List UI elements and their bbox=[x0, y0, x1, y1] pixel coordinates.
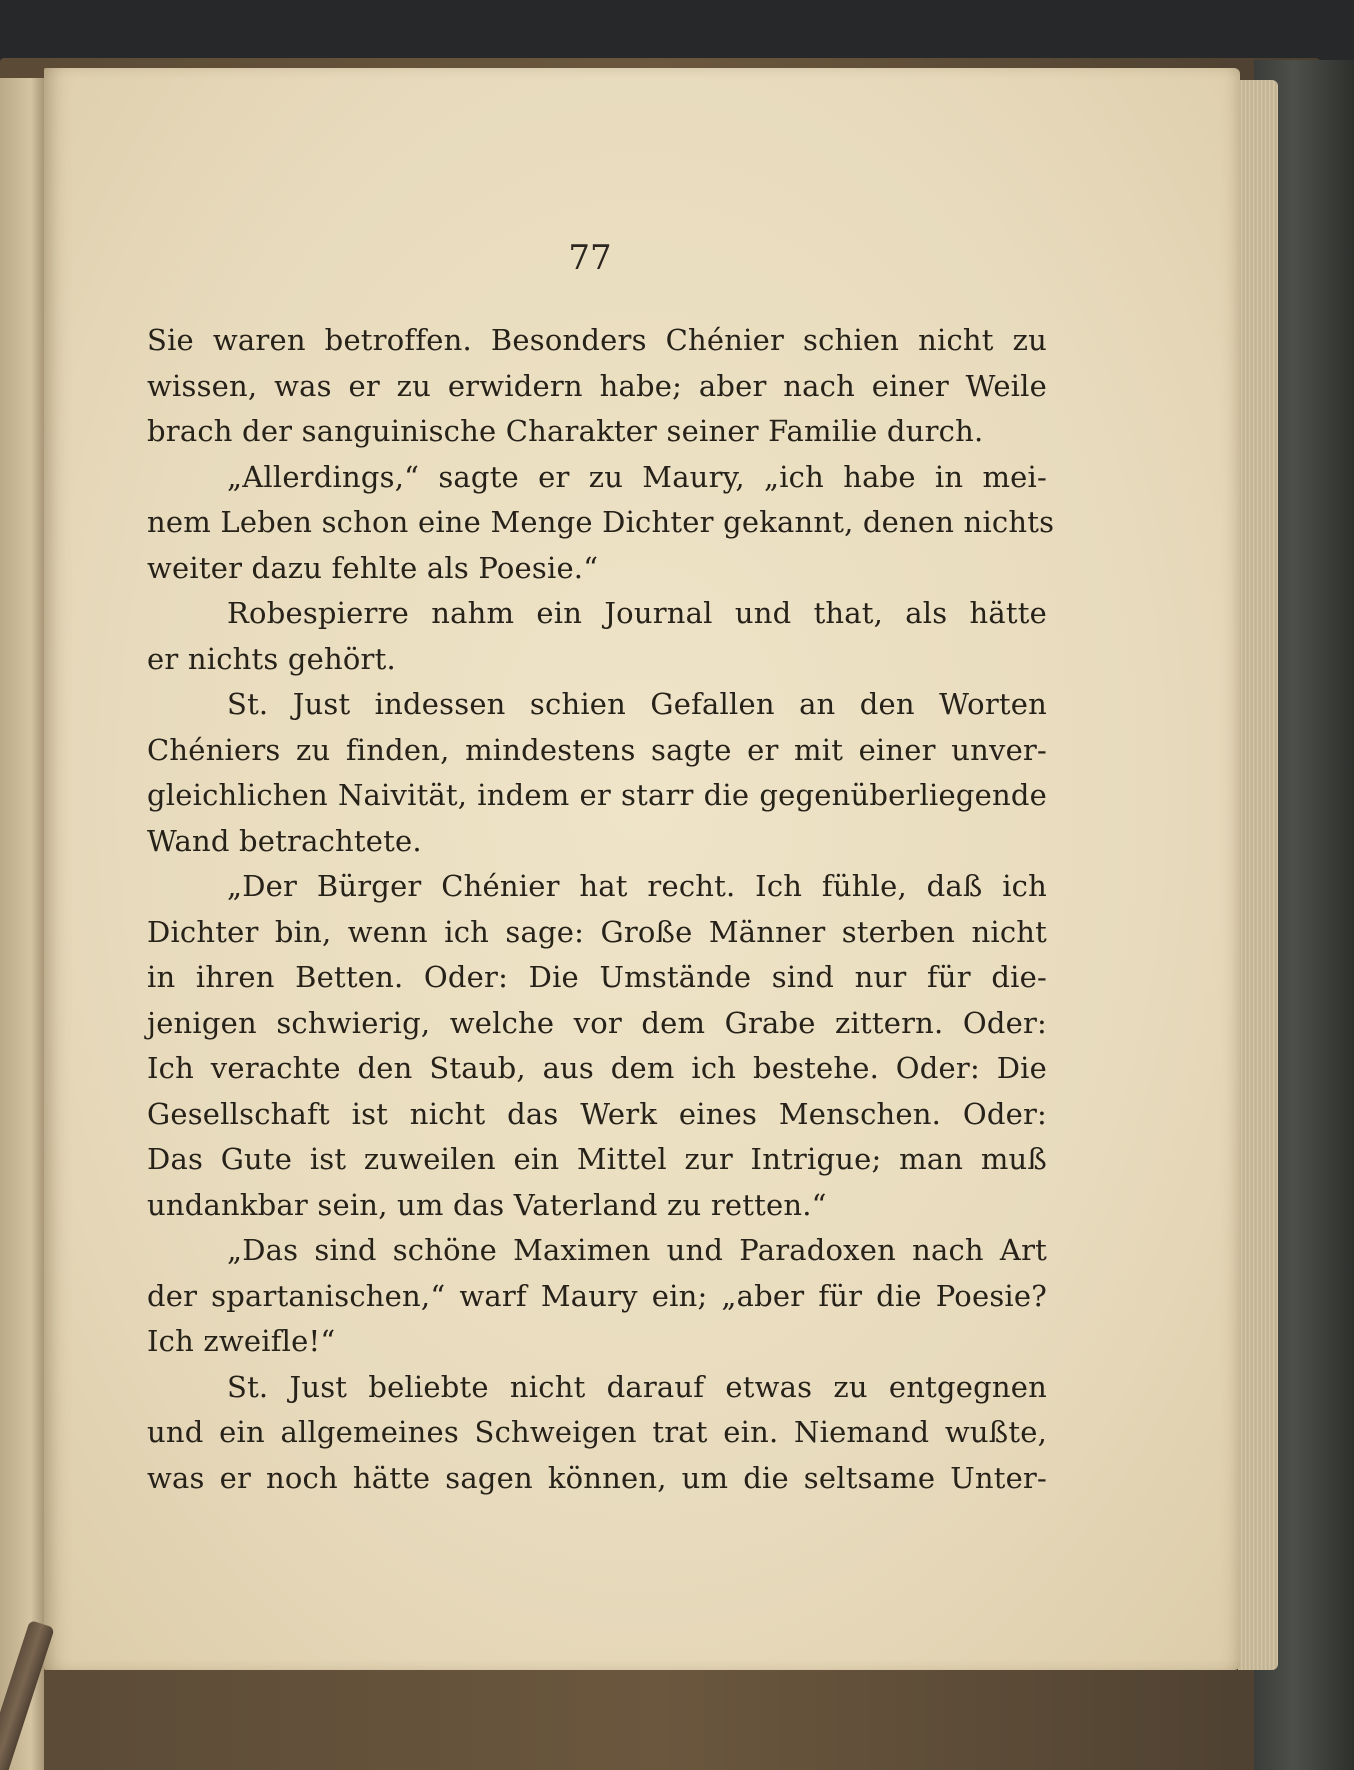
text-line: gleichlichen Naivität, indem er starr die gegenüberliegende bbox=[147, 778, 1047, 812]
left-page-edge bbox=[0, 78, 44, 1770]
page-stack-edge bbox=[1238, 80, 1278, 1670]
text-line: Dichter bin, wenn ich sage: Große Männer sterben nicht bbox=[147, 914, 1047, 949]
text-line: Das Gute ist zuweilen ein Mittel zur Intrigue; man muß bbox=[147, 1142, 1047, 1176]
text-line: brach der sanguinische Charakter seiner Familie durch. bbox=[147, 414, 984, 448]
text-line: wissen, was er zu erwidern habe; aber nach einer Weile bbox=[147, 368, 1047, 403]
text-line: was er noch hätte sagen können, um die seltsame Unter- bbox=[147, 1460, 1047, 1495]
text-line: weiter dazu fehlte als Poesie.“ bbox=[147, 550, 599, 585]
text-line: in ihren Betten. Oder: Die Umstände sind nur für die- bbox=[147, 960, 1047, 994]
page-text bbox=[147, 318, 1055, 1501]
text-line: „Das sind schöne Maximen und Paradoxen nach Art bbox=[227, 1233, 1047, 1267]
text-line: er nichts gehört. bbox=[147, 641, 396, 676]
text-line: „Allerdings,“ sagte er zu Maury, „ich habe in mei- bbox=[227, 459, 1047, 494]
text-line: St. Just indessen schien Gefallen an den Worten bbox=[227, 687, 1047, 721]
text-line: jenigen schwierig, welche vor dem Grabe zittern. Oder: bbox=[147, 1005, 1047, 1040]
text-line: „Der Bürger Chénier hat recht. Ich fühle, daß ich bbox=[227, 869, 1047, 903]
text-line: St. Just beliebte nicht darauf etwas zu entgegnen bbox=[227, 1369, 1047, 1404]
text-line: undankbar sein, um das Vaterland zu retten.“ bbox=[147, 1187, 827, 1222]
text-line: nem Leben schon eine Menge Dichter gekannt, denen nichts bbox=[147, 505, 1055, 539]
text-line: Gesellschaft ist nicht das Werk eines Menschen. Oder: bbox=[147, 1096, 1047, 1131]
text-line: und ein allgemeines Schweigen trat ein. Niemand wußte, bbox=[147, 1415, 1047, 1449]
text-line: Chéniers zu finden, mindestens sagte er mit einer unver- bbox=[147, 732, 1047, 767]
text-line: Sie waren betroffen. Besonders Chénier schien nicht zu bbox=[147, 323, 1047, 357]
text-line: Ich verachte den Staub, aus dem ich bestehe. Oder: Die bbox=[147, 1051, 1047, 1085]
page-number: 77 bbox=[568, 238, 612, 278]
text-line: Wand betrachtete. bbox=[147, 823, 422, 858]
text-line: Robespierre nahm ein Journal und that, als hätte bbox=[227, 596, 1047, 630]
text-line: der spartanischen,“ warf Maury ein; „aber für die Poesie? bbox=[147, 1278, 1047, 1313]
text-line: Ich zweifle!“ bbox=[147, 1324, 336, 1358]
